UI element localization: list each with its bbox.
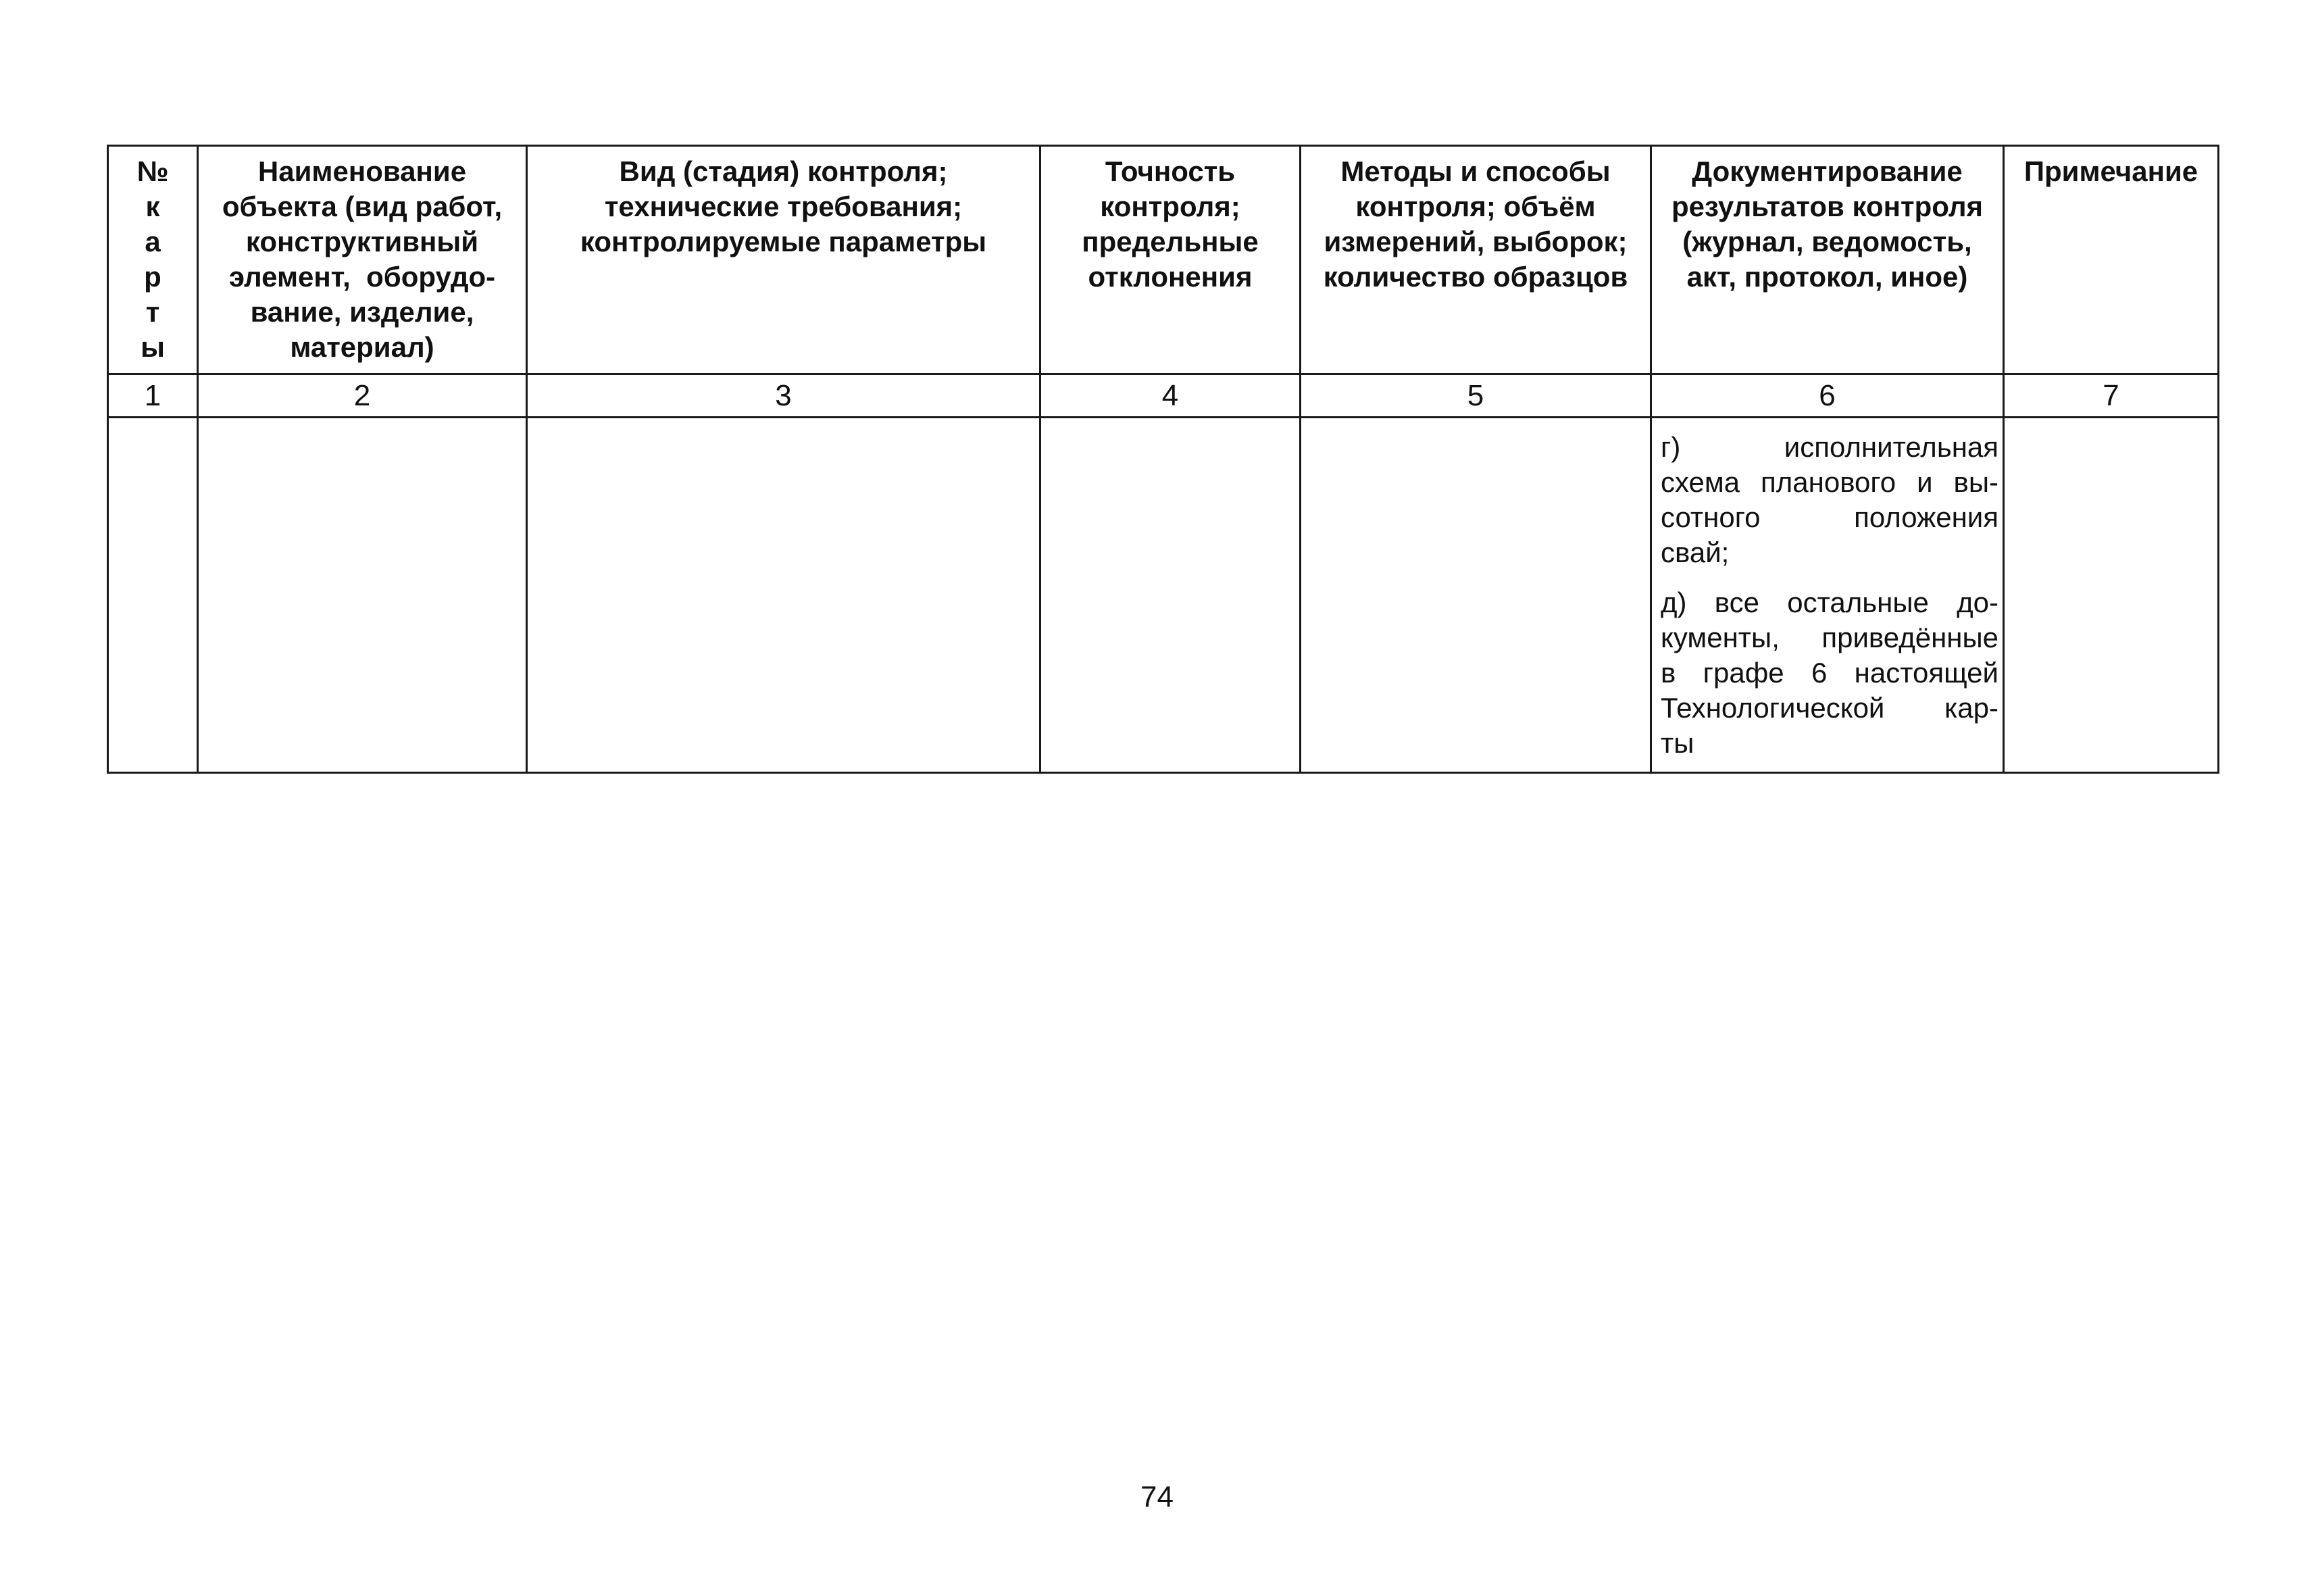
header-card-number-line: а <box>145 226 161 257</box>
header-object-name-line: материал) <box>290 331 434 363</box>
documentation-item-g-line: г) исполнительная <box>1661 431 1998 463</box>
header-control-methods-line: Методы и способы <box>1340 155 1611 187</box>
header-control-methods-line: количество образцов <box>1323 261 1628 293</box>
column-number-4: 4 <box>1161 379 1179 412</box>
header-documentation-line: результатов контроля <box>1671 191 1984 222</box>
header-control-accuracy-line: отклонения <box>1088 261 1253 293</box>
header-card-number-line: р <box>144 261 161 293</box>
header-control-methods <box>1301 154 1650 295</box>
header-control-accuracy <box>1041 154 1299 295</box>
column-number-1: 1 <box>144 379 161 412</box>
documentation-item-d-line: Технологической кар- <box>1661 692 1998 724</box>
column-number-5: 5 <box>1467 379 1484 412</box>
header-documentation-line: (журнал, ведомость, <box>1682 226 1972 257</box>
documentation-item-g-line: сотного положения <box>1661 501 1998 533</box>
documentation-cell <box>1661 430 1998 761</box>
documentation-item-d-line: д) все остальные до- <box>1661 587 1998 618</box>
column-number-2: 2 <box>353 379 371 412</box>
header-object-name-line: конструктивный <box>245 226 479 257</box>
header-documentation-line: Документирование <box>1692 155 1963 187</box>
table-border-top <box>107 145 2219 147</box>
column-number-7: 7 <box>2103 379 2119 412</box>
header-card-number-line: № <box>136 155 169 187</box>
header-control-type <box>528 154 1039 259</box>
header-object-name-line: элемент, оборудо- <box>228 261 496 293</box>
header-object-name-line: Наименование <box>257 155 467 187</box>
header-control-type-line: контролируемые параметры <box>580 226 987 257</box>
column-divider-6 <box>2003 145 2005 774</box>
documentation-item-d-line: в графе 6 настоящей <box>1661 657 1998 689</box>
header-card-number-line: к <box>145 191 160 222</box>
header-control-type-line: технические требования; <box>604 191 963 222</box>
table-border-right <box>2217 145 2219 774</box>
header-control-accuracy-line: предельные <box>1082 226 1259 257</box>
header-object-name-line: объекта (вид работ, <box>222 191 503 222</box>
paragraph-spacer <box>1661 570 1998 585</box>
page-number: 74 <box>1140 1480 1174 1514</box>
documentation-item-g-line: свай; <box>1661 537 1730 568</box>
column-number-3: 3 <box>775 379 792 412</box>
header-control-methods-line: измерений, выборок; <box>1324 226 1628 257</box>
header-note-line: Примечание <box>2023 155 2198 187</box>
header-control-type-line: Вид (стадия) контроля; <box>619 155 948 187</box>
header-documentation <box>1652 154 2003 295</box>
table-header-bottom-border <box>107 373 2219 375</box>
header-object-name-line: вание, изделие, <box>250 296 474 328</box>
documentation-item-d-line: кументы, приведённые <box>1661 622 1998 653</box>
table-border-bottom <box>107 772 2219 774</box>
header-control-accuracy-line: Точность <box>1105 155 1236 187</box>
header-documentation-line: акт, протокол, иное) <box>1686 261 1968 293</box>
header-card-number-line: т <box>145 296 160 328</box>
header-card-number <box>109 154 197 365</box>
documentation-item-g-line: схема планового и вы- <box>1661 466 1998 498</box>
header-control-methods-line: контроля; объём <box>1355 191 1596 222</box>
column-numbers-bottom-border <box>107 416 2219 418</box>
header-object-name <box>199 154 526 365</box>
header-note <box>2005 154 2217 189</box>
header-control-accuracy-line: контроля; <box>1100 191 1240 222</box>
documentation-item-d-line: ты <box>1661 727 1694 759</box>
column-number-6: 6 <box>1819 379 1836 412</box>
header-card-number-line: ы <box>141 331 165 363</box>
